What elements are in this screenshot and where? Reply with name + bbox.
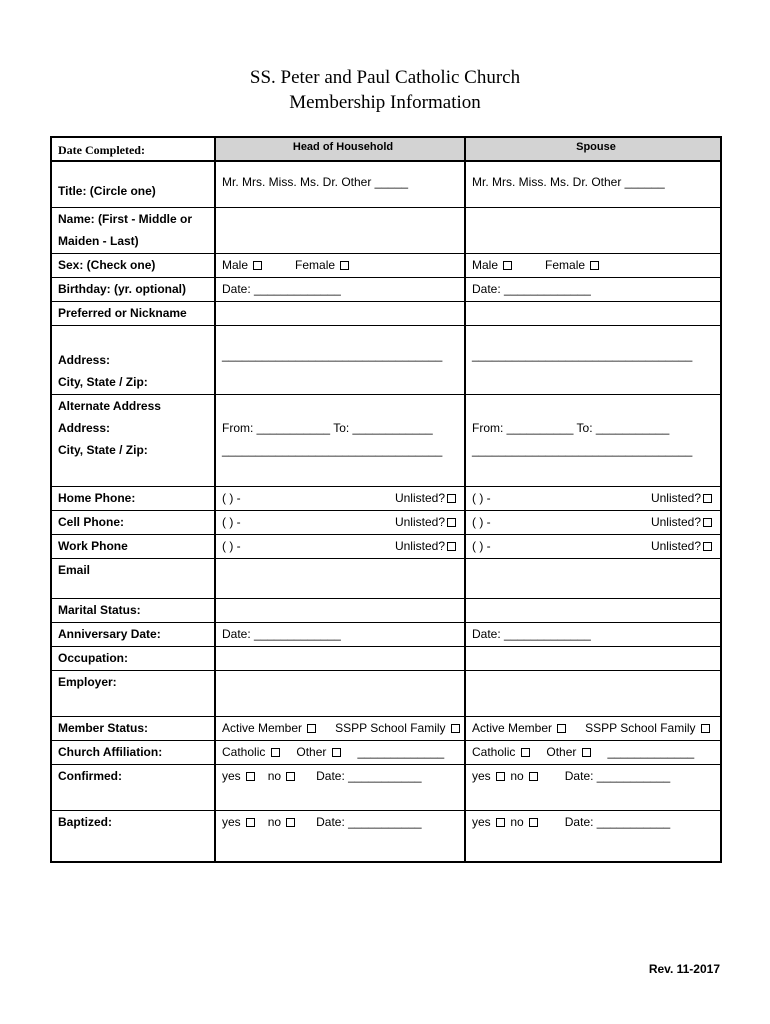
head-email-field[interactable] [215, 558, 465, 598]
head-occupation-field[interactable] [215, 646, 465, 670]
revision-label: Rev. 11-2017 [648, 962, 720, 976]
head-home-unlisted-label: Unlisted? [394, 491, 445, 505]
nickname-label: Preferred or Nickname [51, 301, 215, 325]
head-work-unlisted-checkbox[interactable] [447, 542, 456, 551]
spouse-alt-from-to[interactable]: From: __________ To: ___________ [472, 420, 670, 435]
spouse-catholic-label: Catholic [472, 745, 516, 759]
cell-phone-row [51, 510, 721, 534]
address-label-line2: City, State / Zip: [58, 374, 148, 389]
occupation-row [51, 646, 721, 670]
spouse-school-family-checkbox[interactable] [701, 724, 710, 733]
head-confirmed-yes-checkbox[interactable] [246, 772, 255, 781]
spouse-alt-address-line[interactable]: _________________________________ [472, 442, 693, 457]
spouse-baptized-yes-label: yes [472, 814, 491, 829]
work-phone-row [51, 534, 721, 558]
head-baptized-date[interactable]: Date: ___________ [316, 814, 422, 829]
spouse-baptized-no-checkbox[interactable] [529, 818, 538, 827]
head-work-phone-format: ( ) - [222, 539, 241, 553]
spouse-baptized-yes-checkbox[interactable] [496, 818, 505, 827]
spouse-employer-field[interactable] [465, 670, 721, 716]
head-female-label: Female [295, 258, 336, 272]
alt-address-label-line2: Address: [58, 420, 111, 435]
sex-row [51, 253, 721, 277]
alt-address-label-line3: City, State / Zip: [58, 442, 148, 457]
head-baptized-yes-label: yes [222, 814, 241, 829]
title-row [51, 161, 721, 207]
work-phone-label: Work Phone [51, 534, 215, 558]
baptized-label: Baptized: [51, 810, 215, 862]
spouse-confirmed-no-checkbox[interactable] [529, 772, 538, 781]
head-baptized-no-label: no [267, 814, 282, 829]
spouse-sex-options [465, 253, 721, 277]
head-alt-from-to[interactable]: From: ___________ To: ____________ [222, 420, 433, 435]
confirmed-row [51, 764, 721, 810]
head-school-family-checkbox[interactable] [451, 724, 460, 733]
birthday-label: Birthday: (yr. optional) [51, 277, 215, 301]
head-affiliation-options [215, 740, 465, 764]
baptized-row [51, 810, 721, 862]
header-row [51, 137, 721, 161]
spouse-member-status-options [465, 716, 721, 740]
spouse-alt-address-field[interactable] [465, 394, 721, 486]
spouse-work-unlisted-label: Unlisted? [650, 539, 701, 553]
spouse-nickname-field[interactable] [465, 301, 721, 325]
head-cell-phone-format: ( ) - [222, 515, 241, 529]
spouse-confirmed-yes-label: yes [472, 768, 491, 783]
head-other-checkbox[interactable] [332, 748, 341, 757]
address-label [51, 325, 215, 394]
home-phone-row [51, 486, 721, 510]
spouse-cell-unlisted-label: Unlisted? [650, 515, 701, 529]
head-female-checkbox[interactable] [340, 261, 349, 270]
confirmed-label: Confirmed: [51, 764, 215, 810]
cell-phone-label: Cell Phone: [51, 510, 215, 534]
spouse-occupation-field[interactable] [465, 646, 721, 670]
head-employer-field[interactable] [215, 670, 465, 716]
head-title-options[interactable]: Mr. Mrs. Miss. Ms. Dr. Other _____ [215, 161, 465, 207]
head-active-member-checkbox[interactable] [307, 724, 316, 733]
spouse-other-line[interactable]: _____________ [607, 745, 695, 759]
birthday-row [51, 277, 721, 301]
spouse-cell-phone-format: ( ) - [472, 515, 491, 529]
head-marital-field[interactable] [215, 598, 465, 622]
spouse-female-checkbox[interactable] [590, 261, 599, 270]
spouse-home-phone-format: ( ) - [472, 491, 491, 505]
spouse-anniversary-field[interactable]: Date: _____________ [465, 622, 721, 646]
alt-address-row [51, 394, 721, 486]
spouse-birthday-field[interactable]: Date: _____________ [465, 277, 721, 301]
employer-label: Employer: [51, 670, 215, 716]
spouse-name-field[interactable] [465, 207, 721, 253]
spouse-school-family-label: SSPP School Family [585, 721, 696, 735]
spouse-active-member-checkbox[interactable] [557, 724, 566, 733]
email-row [51, 558, 721, 598]
affiliation-row [51, 740, 721, 764]
date-completed-label: Date Completed: [51, 137, 215, 161]
head-cell-phone-field[interactable] [215, 510, 465, 534]
name-row [51, 207, 721, 253]
marital-row [51, 598, 721, 622]
spouse-female-label: Female [545, 258, 586, 272]
head-baptized-options [215, 810, 465, 862]
spouse-male-label: Male [472, 258, 499, 272]
head-confirmed-options [215, 764, 465, 810]
anniversary-label: Anniversary Date: [51, 622, 215, 646]
head-work-unlisted-label: Unlisted? [394, 539, 445, 553]
spouse-catholic-checkbox[interactable] [521, 748, 530, 757]
occupation-label: Occupation: [51, 646, 215, 670]
head-school-family-label: SSPP School Family [335, 721, 446, 735]
head-home-phone-field[interactable] [215, 486, 465, 510]
spouse-male-checkbox[interactable] [503, 261, 512, 270]
spouse-affiliation-options [465, 740, 721, 764]
name-label [51, 207, 215, 253]
spouse-header: Spouse [465, 137, 721, 161]
spouse-email-field[interactable] [465, 558, 721, 598]
alt-address-label-line1: Alternate Address [58, 398, 161, 413]
email-label: Email [51, 558, 215, 598]
spouse-address-field[interactable]: _________________________________ [465, 325, 721, 394]
spouse-title-options[interactable]: Mr. Mrs. Miss. Ms. Dr. Other ______ [465, 161, 721, 207]
spouse-cell-unlisted-checkbox[interactable] [703, 518, 712, 527]
head-catholic-checkbox[interactable] [271, 748, 280, 757]
spouse-other-label: Other [546, 745, 577, 759]
spouse-confirmed-options [465, 764, 721, 810]
head-alt-address-line[interactable]: _________________________________ [222, 442, 443, 457]
head-confirmed-no-label: no [267, 768, 282, 783]
spouse-other-checkbox[interactable] [582, 748, 591, 757]
spouse-confirmed-date[interactable]: Date: ___________ [564, 768, 671, 783]
head-baptized-yes-checkbox[interactable] [246, 818, 255, 827]
affiliation-label: Church Affiliation: [51, 740, 215, 764]
employer-row [51, 670, 721, 716]
address-row [51, 325, 721, 394]
nickname-row [51, 301, 721, 325]
head-alt-address-field[interactable] [215, 394, 465, 486]
spouse-baptized-no-label: no [510, 814, 524, 829]
member-status-label: Member Status: [51, 716, 215, 740]
home-phone-label: Home Phone: [51, 486, 215, 510]
anniversary-row [51, 622, 721, 646]
spouse-marital-field[interactable] [465, 598, 721, 622]
head-other-label: Other [296, 745, 327, 759]
head-anniversary-field[interactable]: Date: _____________ [215, 622, 465, 646]
head-other-line[interactable]: _____________ [357, 745, 445, 759]
sex-label: Sex: (Check one) [51, 253, 215, 277]
member-status-row [51, 716, 721, 740]
spouse-cell-phone-field[interactable] [465, 510, 721, 534]
head-sex-options [215, 253, 465, 277]
spouse-confirmed-no-label: no [510, 768, 524, 783]
alt-address-label [51, 394, 215, 486]
form-title: Membership Information [289, 92, 481, 113]
head-address-field[interactable]: _________________________________ [215, 325, 465, 394]
spouse-work-phone-format: ( ) - [472, 539, 491, 553]
address-label-line1: Address: [58, 352, 111, 367]
name-label-line2: Maiden - Last) [58, 233, 139, 248]
marital-label: Marital Status: [51, 598, 215, 622]
title-label: Title: (Circle one) [51, 161, 215, 207]
head-catholic-label: Catholic [222, 745, 266, 759]
head-home-unlisted-checkbox[interactable] [447, 494, 456, 503]
spouse-home-unlisted-label: Unlisted? [650, 491, 701, 505]
spouse-active-member-label: Active Member [472, 721, 553, 735]
head-confirmed-date[interactable]: Date: ___________ [316, 768, 422, 783]
spouse-work-unlisted-checkbox[interactable] [703, 542, 712, 551]
head-birthday-field[interactable]: Date: _____________ [215, 277, 465, 301]
head-confirmed-yes-label: yes [222, 768, 241, 783]
spouse-home-unlisted-checkbox[interactable] [703, 494, 712, 503]
spouse-home-phone-field[interactable] [465, 486, 721, 510]
head-baptized-no-checkbox[interactable] [286, 818, 295, 827]
head-home-phone-format: ( ) - [222, 491, 241, 505]
name-label-line1: Name: (First - Middle or [58, 211, 193, 226]
spouse-baptized-options [465, 810, 721, 862]
head-male-checkbox[interactable] [253, 261, 262, 270]
head-work-phone-field[interactable] [215, 534, 465, 558]
head-cell-unlisted-label: Unlisted? [394, 515, 445, 529]
spouse-baptized-date[interactable]: Date: ___________ [564, 814, 671, 829]
head-active-member-label: Active Member [222, 721, 303, 735]
church-name: SS. Peter and Paul Catholic Church [249, 67, 521, 88]
spouse-work-phone-field[interactable] [465, 534, 721, 558]
head-of-household-header: Head of Household [215, 137, 465, 161]
head-male-label: Male [222, 258, 249, 272]
head-member-status-options [215, 716, 465, 740]
head-nickname-field[interactable] [215, 301, 465, 325]
head-cell-unlisted-checkbox[interactable] [447, 518, 456, 527]
head-name-field[interactable] [215, 207, 465, 253]
spouse-confirmed-yes-checkbox[interactable] [496, 772, 505, 781]
head-confirmed-no-checkbox[interactable] [286, 772, 295, 781]
membership-form-table [50, 136, 722, 863]
